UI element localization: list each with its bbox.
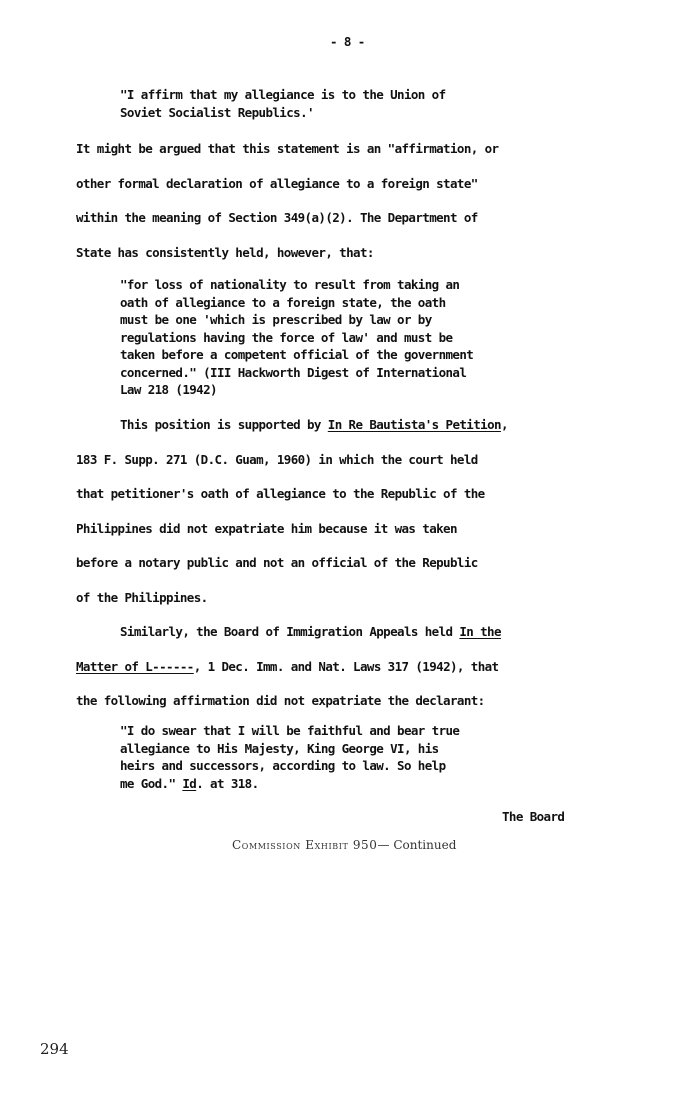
paragraph-bautista bbox=[76, 408, 508, 615]
case-citation: Matter of L------ bbox=[76, 658, 194, 674]
paragraph-board-appeals bbox=[76, 615, 501, 719]
paragraph-line: Philippines did not expatriate him because it was taken bbox=[76, 520, 457, 536]
exhibit-label: Commission Exhibit 950 bbox=[232, 838, 378, 852]
paragraph-line: 183 F. Supp. 271 (D.C. Guam, 1960) in which the court held bbox=[76, 451, 478, 467]
paragraph-line: State has consistently held, however, that: bbox=[76, 244, 374, 260]
quote-king-george bbox=[120, 722, 459, 792]
quote-line: taken before a competent official of the government bbox=[120, 347, 474, 362]
text-run: me God." bbox=[120, 775, 183, 791]
paragraph-line: the following affirmation did not expatriate the declarant: bbox=[76, 693, 485, 708]
quote-soviet-affirmation bbox=[120, 86, 446, 122]
paragraph-line: before a notary public and not an official of the Republic bbox=[76, 555, 478, 570]
page-number-top: - 8 - bbox=[330, 34, 365, 49]
text-run: , 1 Dec. Imm. and Nat. Laws 317 (1942), that bbox=[193, 658, 499, 674]
paragraph-line: of the Philippines. bbox=[76, 589, 208, 605]
case-citation: In Re Bautista's Petition bbox=[327, 417, 501, 432]
case-citation: In the bbox=[459, 624, 501, 639]
quote-line: "for loss of nationality to result from taking an bbox=[120, 277, 460, 292]
quote-line: Law 218 (1942) bbox=[120, 382, 217, 397]
quote-line: oath of allegiance to a foreign state, the oath bbox=[120, 294, 446, 310]
paragraph-line: other formal declaration of allegiance to a foreign state" bbox=[76, 175, 478, 191]
paragraph-argument bbox=[76, 132, 498, 270]
paragraph-line: within the meaning of Section 349(a)(2). The Department of bbox=[76, 210, 478, 225]
quote-state-department bbox=[120, 276, 473, 399]
quote-line: regulations having the force of law' and must be bbox=[120, 329, 453, 345]
paragraph-line bbox=[76, 408, 508, 443]
quote-line: heirs and successors, according to law. So help bbox=[120, 758, 446, 773]
quote-line: "I do swear that I will be faithful and bear true bbox=[120, 723, 460, 738]
quote-line: "I affirm that my allegiance is to the Union of bbox=[120, 87, 446, 102]
quote-line: must be one 'which is prescribed by law or by bbox=[120, 312, 432, 327]
text-run: . at 318. bbox=[196, 775, 259, 791]
paragraph-line: that petitioner's oath of allegiance to the Republic of the bbox=[76, 486, 485, 501]
exhibit-suffix: — Continued bbox=[377, 838, 457, 852]
quote-line bbox=[120, 775, 459, 793]
paragraph-line bbox=[76, 615, 501, 650]
quote-line: Soviet Socialist Republics.' bbox=[120, 105, 314, 120]
text-run: This position is supported by bbox=[120, 417, 328, 432]
page-number-bottom: 294 bbox=[40, 1040, 69, 1058]
continuation-catchword: The Board bbox=[502, 809, 565, 824]
quote-line: allegiance to His Majesty, King George VI, his bbox=[120, 740, 439, 756]
paragraph-line: It might be argued that this statement is an "affirmation, or bbox=[76, 141, 499, 156]
quote-line: concerned." (III Hackworth Digest of International bbox=[120, 364, 467, 380]
id-reference: Id bbox=[182, 775, 197, 791]
exhibit-caption bbox=[232, 838, 456, 852]
paragraph-line bbox=[76, 650, 501, 685]
text-run: Similarly, the Board of Immigration Appeals held bbox=[120, 624, 460, 639]
text-run: , bbox=[500, 417, 508, 432]
